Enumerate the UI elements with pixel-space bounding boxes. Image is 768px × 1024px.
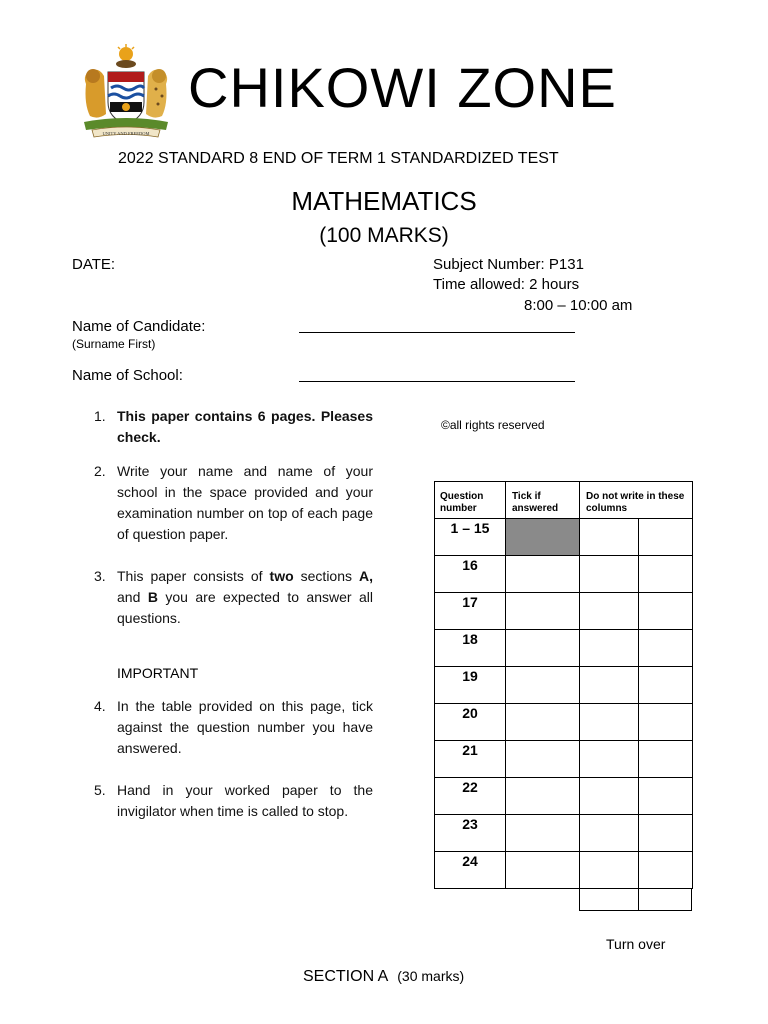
turn-over-note: Turn over (606, 936, 666, 952)
table-row (435, 556, 693, 593)
coat-of-arms-logo (78, 44, 174, 140)
table-row (435, 815, 693, 852)
marker-cell (580, 778, 639, 815)
question-number-cell: 21 (435, 741, 506, 778)
tick-cell[interactable] (506, 815, 580, 852)
question-number-cell: 16 (435, 556, 506, 593)
time-allowed: Time allowed: 2 hours (433, 276, 580, 293)
marker-cell (639, 630, 693, 667)
instruction-item (94, 696, 374, 760)
marker-cell (580, 741, 639, 778)
svg-text:UNITY AND FREEDOM: UNITY AND FREEDOM (102, 131, 150, 136)
test-subtitle: 2022 STANDARD 8 END OF TERM 1 STANDARDIZED TEST (118, 150, 559, 167)
candidate-name-line[interactable] (299, 332, 575, 333)
marker-cell (580, 704, 639, 741)
total-marks: (100 MARKS) (319, 224, 449, 247)
time-range: 8:00 – 10:00 am (524, 297, 633, 314)
instruction-item (94, 461, 374, 547)
question-tick-table (434, 481, 693, 889)
tick-cell[interactable] (506, 778, 580, 815)
tick-cell[interactable] (506, 704, 580, 741)
table-row (435, 630, 693, 667)
candidate-name-label: Name of Candidate: (72, 318, 206, 335)
section-marks: (30 marks) (397, 968, 465, 984)
question-number-cell: 22 (435, 778, 506, 815)
instruction-text: This paper consists of two sections A, and B you are expected to answer all questions. (117, 568, 374, 626)
marker-cell (639, 741, 693, 778)
table-row (435, 852, 693, 889)
instruction-text: Write your name and name of your school in the space provided and your examination number on top of each page of question paper. (117, 463, 373, 542)
table-row (435, 593, 693, 630)
question-number-cell: 20 (435, 704, 506, 741)
marker-cell (639, 704, 693, 741)
marker-cell (639, 556, 693, 593)
marker-cell (580, 630, 639, 667)
question-number-cell: 23 (435, 815, 506, 852)
instruction-number: 1. (94, 408, 106, 424)
column-header-donot: Do not write in these columns (580, 482, 693, 519)
surname-first-hint: (Surname First) (72, 337, 156, 351)
date-label: DATE: (72, 256, 116, 273)
marker-cell (580, 815, 639, 852)
marker-cell (580, 593, 639, 630)
total-row (579, 888, 692, 911)
table-row (435, 667, 693, 704)
instruction-number: 2. (94, 463, 106, 479)
section-title: SECTION A (303, 968, 389, 985)
total-cell (580, 889, 639, 911)
tick-cell[interactable] (506, 852, 580, 889)
question-number-cell: 1 – 15 (435, 519, 506, 556)
tick-cell[interactable] (506, 593, 580, 630)
table-header-row (435, 482, 693, 519)
school-name-line[interactable] (299, 381, 575, 382)
instruction-item (94, 780, 374, 824)
instruction-number: 5. (94, 782, 106, 798)
table-row (435, 519, 693, 556)
instruction-item (94, 406, 374, 450)
column-header-tick: Tick if answered (506, 482, 580, 519)
question-number-cell: 24 (435, 852, 506, 889)
marker-cell (639, 519, 693, 556)
instruction-text: This paper contains 6 pages. Pleases check. (117, 408, 373, 445)
marker-cell (639, 593, 693, 630)
question-number-cell: 17 (435, 593, 506, 630)
marker-cell (580, 667, 639, 704)
important-heading: IMPORTANT (117, 665, 199, 681)
tick-cell-shaded (506, 519, 580, 556)
instruction-item (94, 566, 374, 630)
copyright-notice: ©all rights reserved (441, 418, 545, 432)
marker-cell (580, 556, 639, 593)
table-row (435, 778, 693, 815)
column-header-question: Question number (435, 482, 506, 519)
question-number-cell: 19 (435, 667, 506, 704)
instruction-number: 4. (94, 698, 106, 714)
subject-title: MATHEMATICS (291, 186, 477, 216)
subject-number: Subject Number: P131 (433, 256, 584, 273)
school-name-label: Name of School: (72, 367, 183, 384)
instruction-text: Hand in your worked paper to the invigilator when time is called to stop. (117, 782, 373, 819)
marker-cell (639, 667, 693, 704)
marker-cell (639, 852, 693, 889)
instruction-number: 3. (94, 568, 106, 584)
table-row (435, 741, 693, 778)
section-heading (303, 968, 464, 986)
tick-cell[interactable] (506, 741, 580, 778)
zone-title: CHIKOWI ZONE (188, 56, 617, 119)
tick-cell[interactable] (506, 556, 580, 593)
instruction-text: In the table provided on this page, tick against the question number you have answered. (117, 698, 373, 756)
question-number-cell: 18 (435, 630, 506, 667)
total-cell (639, 889, 692, 911)
tick-cell[interactable] (506, 630, 580, 667)
table-row (435, 704, 693, 741)
tick-cell[interactable] (506, 667, 580, 704)
marker-cell (639, 778, 693, 815)
marker-cell (580, 519, 639, 556)
marker-cell (639, 815, 693, 852)
marker-cell (580, 852, 639, 889)
